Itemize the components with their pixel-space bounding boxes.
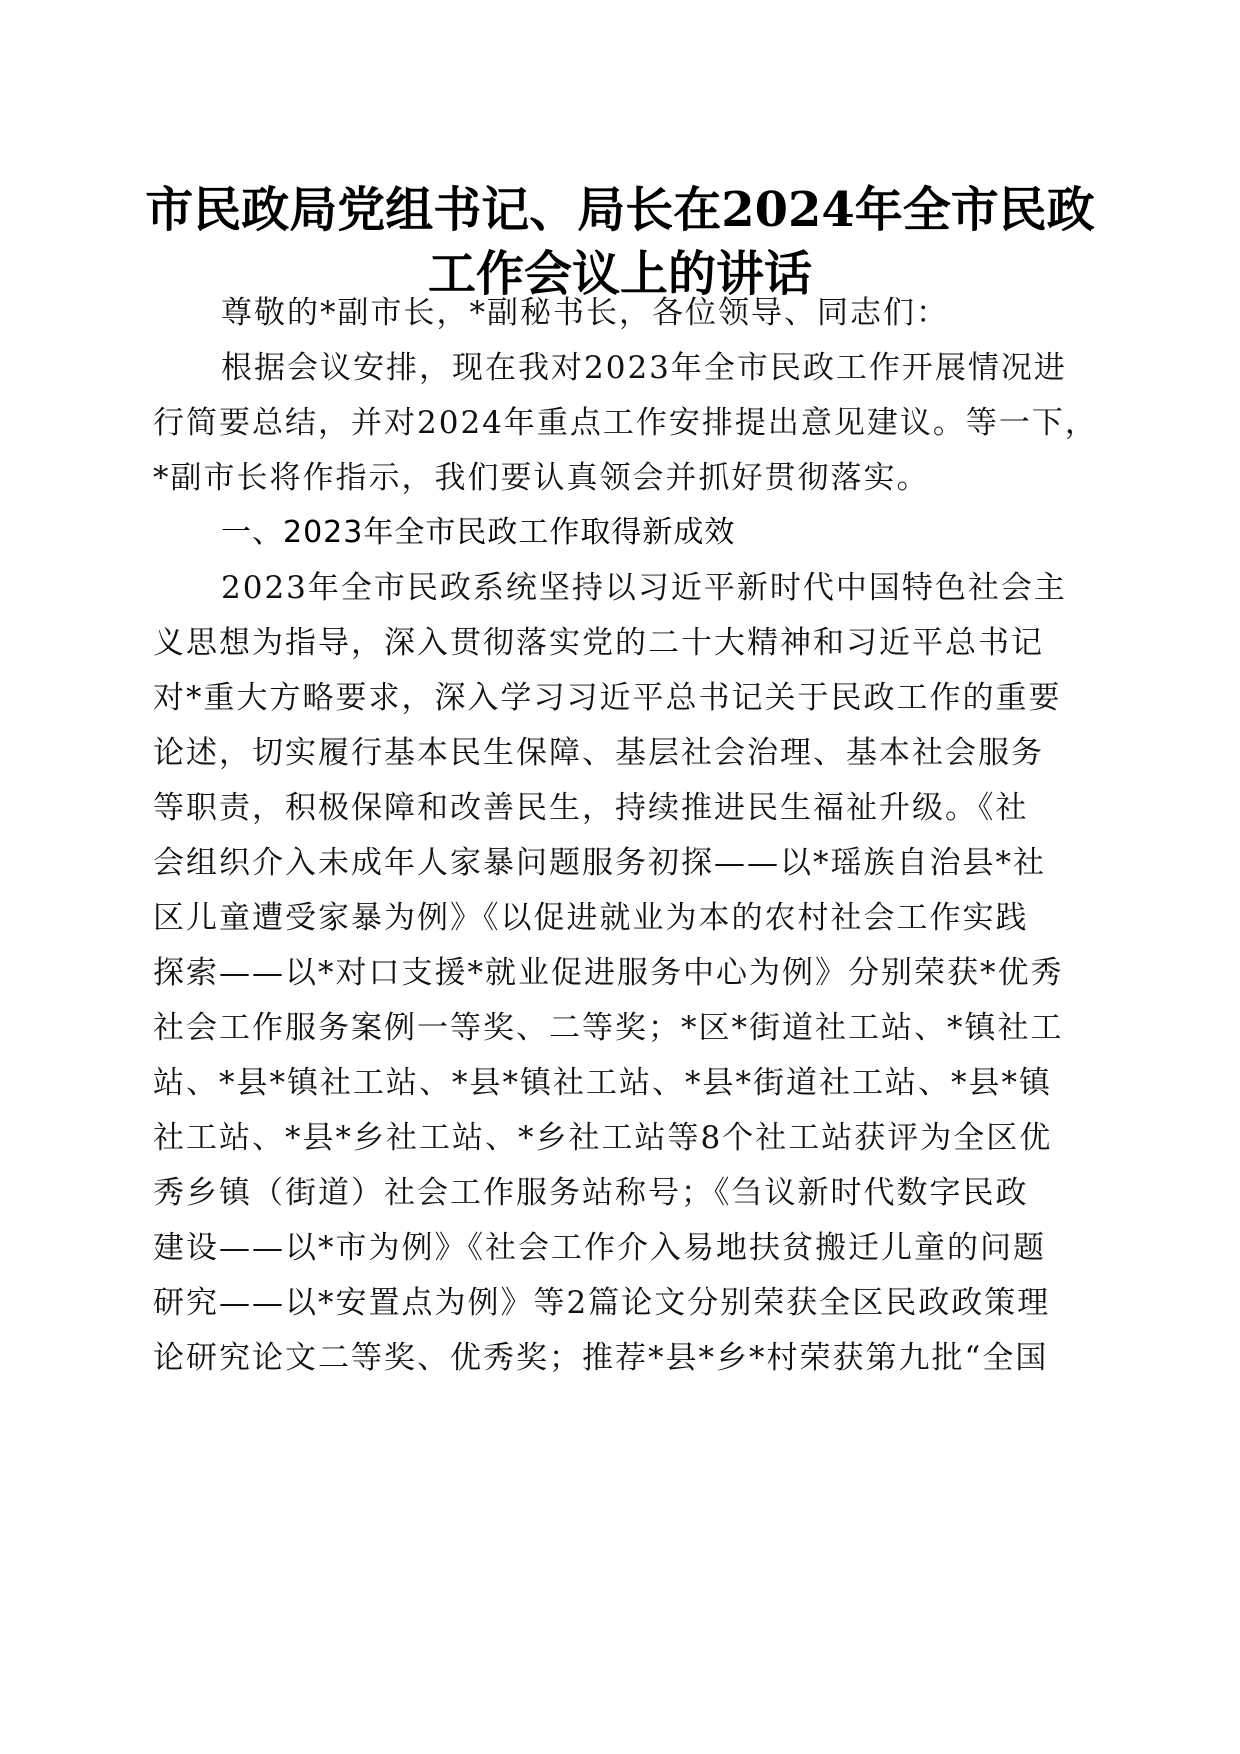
paragraph-line: 区儿童遭受家暴为例》《以促进就业为本的农村社会工作实践 xyxy=(153,900,1029,936)
paragraph-line: 行简要总结，并对2024年重点工作安排提出意见建议。等一下， xyxy=(153,405,1098,441)
paragraph-line: 研究——以*安置点为例》等2篇论文分别荣获全区民政政策理 xyxy=(153,1285,1051,1321)
paragraph-line: 站、*县*镇社工站、*县*镇社工站、*县*街道社工站、*县*镇 xyxy=(153,1065,1052,1101)
paragraph-line: 社会工作服务案例一等奖、二等奖；*区*街道社工站、*镇社工 xyxy=(153,1010,1064,1046)
paragraph-line: 社工站、*县*乡社工站、*乡社工站等8个社工站获评为全区优 xyxy=(153,1120,1053,1156)
paragraph-line: 对*重大方略要求，深入学习习近平总书记关于民政工作的重要 xyxy=(153,680,1062,716)
paragraph-line: 论述，切实履行基本民生保障、基层社会治理、基本社会服务 xyxy=(153,735,1044,771)
document-title-line-1: 市民政局党组书记、局长在2024年全市民政 xyxy=(145,182,1095,238)
paragraph-line: 论研究论文二等奖、优秀奖；推荐*县*乡*村荣获第九批“全国 xyxy=(153,1340,1049,1376)
paragraph-line: 义思想为指导，深入贯彻落实党的二十大精神和习近平总书记 xyxy=(153,625,1044,661)
paragraph-line: 探索——以*对口支援*就业促进服务中心为例》分别荣获*优秀 xyxy=(153,955,1064,991)
document-title-line-2: 工作会议上的讲话 xyxy=(427,246,812,302)
paragraph-line: 2023年全市民政系统坚持以习近平新时代中国特色社会主 xyxy=(221,570,1067,606)
paragraph-line: 秀乡镇（街道）社会工作服务站称号；《刍议新时代数字民政 xyxy=(153,1175,1029,1211)
section-heading: 一、2023年全市民政工作取得新成效 xyxy=(221,515,736,550)
paragraph-line: 根据会议安排，现在我对2023年全市民政工作开展情况进 xyxy=(221,350,1067,386)
paragraph-line: 建设——以*市为例》《社会工作介入易地扶贫搬迁儿童的问题 xyxy=(153,1230,1046,1266)
salutation: 尊敬的*副市长，*副秘书长，各位领导、同志们： xyxy=(221,295,949,331)
paragraph-line: 会组织介入未成年人家暴问题服务初探——以*瑶族自治县*社 xyxy=(153,845,1046,881)
paragraph-line: *副市长将作指示，我们要认真领会并抓好贯彻落实。 xyxy=(153,460,930,496)
paragraph-line: 等职责，积极保障和改善民生，持续推进民生福祉升级。《社 xyxy=(153,790,1029,826)
